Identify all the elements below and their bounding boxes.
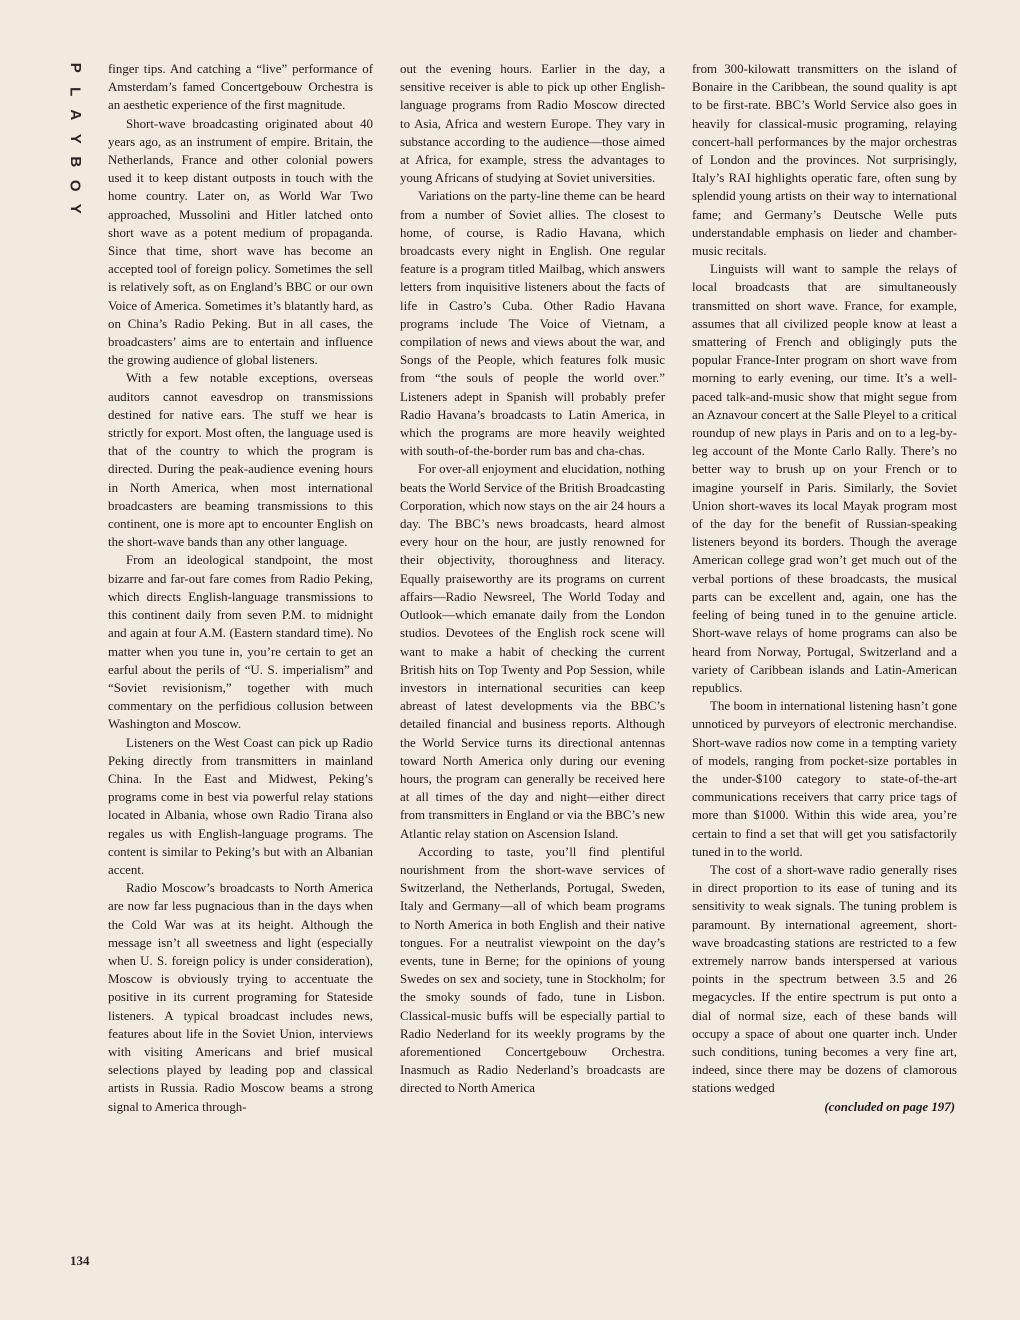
masthead-letter: O: [66, 179, 84, 192]
paragraph: The cost of a short-wave radio generally rises in direct proportion to its ease of tuning and its sensitivity to weak signals. The tuning problem is paramount. By international agreement, short-wave broadcasting stations are restricted to a few extremely narrow bands interspersed at various points in the spectrum between 3.5 and 26 megacycles. If the entire spectrum is put onto a dial of normal size, each of these bands will occupy a space of about one quarter inch. Under such conditions, tuning becomes a very fine art, indeed, since there may be dozens of clamorous stations wedged: [692, 862, 957, 1096]
text-column-1: [108, 60, 373, 1116]
paragraph: out the evening hours. Earlier in the day, a sensitive receiver is able to pick up other English-language programs from Radio Moscow directed to Asia, Africa and western Europe. They vary in substance according to the audience—those aimed at Africa, for example, stress the advantages to young Africans of studying at Soviet universities.: [400, 62, 665, 186]
text-column-2: [400, 60, 665, 1098]
paragraph: From an ideological standpoint, the most bizarre and far-out fare comes from Radio Peking, which directs English-language transmissions to this continent daily from seven P.M. to midnight and again at four A.M. (Eastern standard time). No matter when you tune in, you’re certain to get an earful about the perils of “U. S. imperialism” and “Soviet revisionism,” together with much commentary on the perfidious collusion between Washington and Moscow.: [108, 553, 373, 732]
paragraph: finger tips. And catching a “live” performance of Amsterdam’s famed Concertgebouw Orchestra is an aesthetic experience of the first magnitude.: [108, 62, 373, 113]
paragraph: Radio Moscow’s broadcasts to North America are now far less pugnacious than in the days when the Cold War was at its height. Although the message isn’t all sweetness and light (especially when U. S. foreign policy is under consideration), Moscow is obviously trying to accentuate the positive in its current programing for Stateside listeners. A typical broadcast includes news, features about life in the Soviet Union, interviews with visiting Americans and brief musical selections played by leading pop and classical artists in Russia. Radio Moscow beams a strong signal to America through-: [108, 881, 373, 1114]
masthead-letter: B: [66, 156, 84, 168]
page-number: 134: [70, 1253, 90, 1268]
paragraph: The boom in international listening hasn’t gone unnoticed by purveyors of electronic merchandise. Short-wave radios now come in a tempting variety of models, ranging from pocket-size portables in the under-$100 category to state-of-the-art communications receivers that carry price tags of more than $1000. Within this wide area, you’re certain to find a set that will get you satisfactorily tuned in to the world.: [692, 699, 957, 859]
paragraph: Linguists will want to sample the relays of local broadcasts that are simultaneously transmitted on short wave. France, for example, assumes that all civilized people know at least a smattering of French and obligingly puts the popular France-Inter program on short wave from morning to early evening, our time. It’s a well-paced talk-and-music show that might segue from an Aznavour concert at the Salle Pleyel to a critical roundup of new plays in Paris and on to a leg-by-leg account of the Monte Carlo Rally. There’s no better way to brush up on your French or to imagine yourself in Paris. Similarly, the Soviet Union short-waves its local Mayak program most of the day for the benefit of Russian-speaking listeners beyond its borders. Though the average American college grad won’t get much out of the verbal portions of these broadcasts, the musical parts can be excellent and, again, one has the feeling of being tuned in to the genuine article. Short-wave relays of home programs can also be heard from Norway, Portugal, Switzerland and a variety of Caribbean islands and Latin-American republics.: [692, 262, 957, 695]
paragraph: from 300-kilowatt transmitters on the island of Bonaire in the Caribbean, the sound quality is apt to be first-rate. BBC’s World Service also goes in heavily for classical-music programing, relaying concert-hall performances by the major orchestras of London and the provinces. Not surprisingly, Italy’s RAI highlights operatic fare, often sung by splendid young artists on their way to international fame; and Germany’s Deutsche Welle puts understandable emphasis on lieder and chamber-music recitals.: [692, 62, 957, 259]
masthead-letter: P: [66, 62, 84, 73]
paragraph: Short-wave broadcasting originated about 40 years ago, as an instrument of empire. Britain, the Netherlands, France and other colonial powers used it to keep distant outposts in touch with the home country. Later on, as World War Two approached, Mussolini and Hitler latched onto short wave as a potent medium of propaganda. Since that time, short wave has become an accepted tool of foreign policy. Sometimes the sell is relatively soft, as on England’s BBC or our own Voice of America. Sometimes it’s blatantly hard, as on China’s Radio Peking. But in all cases, the broadcasters’ aims are to entertain and influence the growing audience of global listeners.: [108, 116, 373, 368]
masthead-letter: A: [66, 109, 84, 121]
continued-note: (concluded on page 197): [824, 1099, 955, 1114]
masthead-letter: Y: [66, 133, 84, 144]
masthead-vertical: [64, 56, 86, 221]
paragraph: According to taste, you’ll find plentiful nourishment from the short-wave services of Switzerland, the Netherlands, Portugal, Sweden, Italy and Germany—all of which beam programs to North America in both English and their native tongues. For a neutralist viewpoint on the day’s events, tune in Berne; for the opinions of young Swedes on sex and society, tune in Stockholm; for the smoky sounds of fado, tune in Lisbon. Classical-music buffs will be especially partial to Radio Nederland for its weekly programs by the aforementioned Concertgebouw Orchestra. Inasmuch as Radio Nederland’s broadcasts are directed to North America: [400, 844, 665, 1096]
masthead-letter: L: [66, 86, 84, 96]
paragraph: With a few notable exceptions, overseas auditors cannot eavesdrop on transmissions destined for native ears. The stuff we hear is strictly for export. Most often, the language used is that of the country to which the program is directed. During the peak-audience evening hours in North America, when most international broadcasters are beaming transmissions to this continent, one is more apt to encounter English on the short-wave bands than any other language.: [108, 371, 373, 550]
paragraph: Variations on the party-line theme can be heard from a number of Soviet allies. The closest to home, of course, is Radio Havana, which broadcasts every night in English. One regular feature is a program titled Mailbag, which answers letters from inquisitive listeners about the facts of life in Castro’s Cuba. Other Radio Havana programs include The Voice of Vietnam, a compilation of news and views about the war, and Songs of the People, which features folk music from “the souls of people the world over.” Listeners adept in Spanish will probably prefer Radio Havana’s broadcasts to Latin America, in which the programs are more heavily weighted with south-of-the-border rum bas and cha-chas.: [400, 189, 665, 459]
masthead-letter: Y: [66, 203, 84, 214]
paragraph: For over-all enjoyment and elucidation, nothing beats the World Service of the British Broadcasting Corporation, which now stays on the air 24 hours a day. The BBC’s news broadcasts, heard almost every hour on the hour, are justly renowned for their objectivity, thoroughness and literacy. Equally praiseworthy are its programs on current affairs—Radio Newsreel, The World Today and Outlook—which emanate daily from the London studios. Devotees of the English rock scene will want to make a habit of checking the current British hits on Top Twenty and Pop Session, while investors in international securities can keep abreast of latest developments via the BBC’s detailed financial and business reports. Although the World Service turns its directional antennas toward North America only during our evening hours, the program can generally be received here at all times of the day and night—either direct from transmitters in England or via the BBC’s new Atlantic relay station on Ascension Island.: [400, 462, 665, 841]
text-column-3: [692, 60, 957, 1116]
paragraph: Listeners on the West Coast can pick up Radio Peking directly from transmitters in mainland China. In the East and Midwest, Peking’s programs come in best via powerful relay stations located in Albania, whose own Radio Tirana also regales us with English-language programs. The content is similar to Peking’s but with an Albanian accent.: [108, 735, 373, 877]
